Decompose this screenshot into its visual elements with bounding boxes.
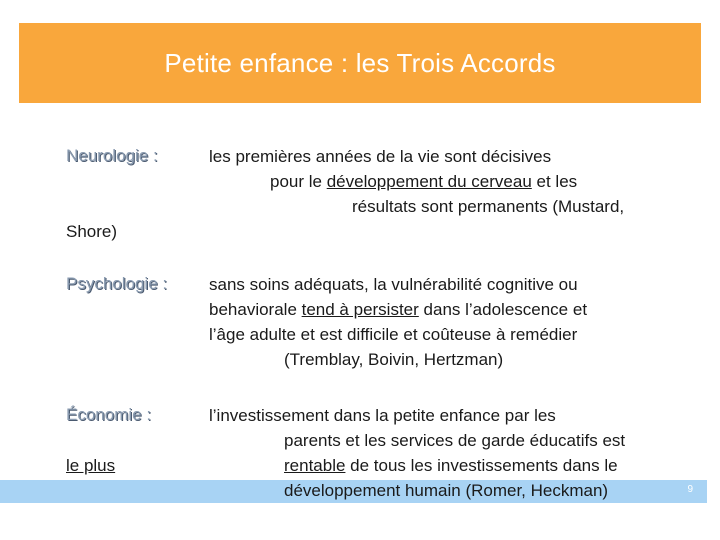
neurologie-line-3: résultats sont permanents (Mustard, xyxy=(352,197,625,216)
label-economie: Économie : xyxy=(66,405,152,424)
neurologie-line-2: pour le développement du cerveau et les xyxy=(270,172,578,191)
economie-line-1: l’investissement dans la petite enfance par les xyxy=(209,406,556,425)
psychologie-line-2: behaviorale tend à persister dans l’adolescence et xyxy=(209,300,588,319)
neurologie-line-1: les premières années de la vie sont décisives xyxy=(209,147,552,166)
title-bar xyxy=(19,23,701,103)
economie-label-2: le plus xyxy=(66,456,116,475)
economie-line-2: parents et les services de garde éducatifs est xyxy=(284,431,626,450)
slide-title: Petite enfance : les Trois Accords xyxy=(164,47,556,78)
economie-line-3: rentable de tous les investissements dans le xyxy=(284,456,618,475)
economie-line-4: développement humain (Romer, Heckman) xyxy=(284,481,609,500)
psychologie-line-1: sans soins adéquats, la vulnérabilité cognitive ou xyxy=(209,275,578,294)
neurologie-line-4: Shore) xyxy=(66,222,118,241)
page-number: 9 xyxy=(687,484,693,495)
psychologie-line-4: (Tremblay, Boivin, Hertzman) xyxy=(284,350,504,369)
psychologie-line-3: l’âge adulte et est difficile et coûteuse à remédier xyxy=(209,325,578,344)
label-neurologie: Neurologie : xyxy=(66,146,158,165)
label-psychologie: Psychologie : xyxy=(66,274,168,293)
